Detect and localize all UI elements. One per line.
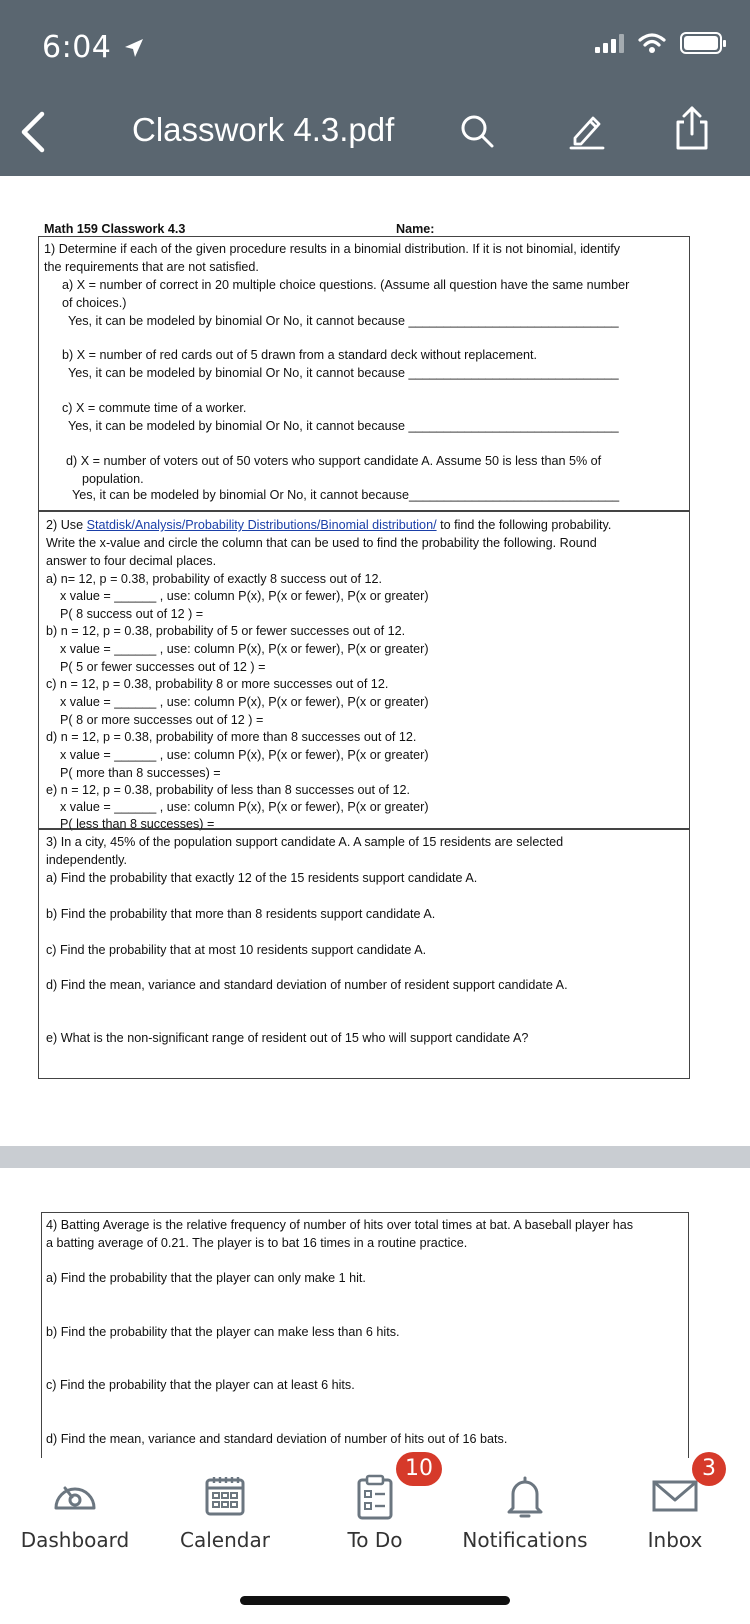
q2e-line: e) n = 12, p = 0.38, probability of less than 8 successes out of 12. bbox=[46, 783, 411, 797]
q2c-line: c) n = 12, p = 0.38, probability 8 or more successes out of 12. bbox=[46, 677, 389, 691]
dashboard-gauge-icon bbox=[50, 1474, 100, 1514]
q1c-answer: Yes, it can be modeled by binomial Or No, it cannot because ______________________________ bbox=[68, 419, 619, 433]
q3-line: independently. bbox=[46, 853, 127, 867]
location-arrow-icon bbox=[123, 37, 145, 59]
bell-icon bbox=[503, 1474, 547, 1520]
tab-dashboard-label: Dashboard bbox=[20, 1528, 130, 1552]
q4c-line: c) Find the probability that the player can at least 6 hits. bbox=[46, 1378, 355, 1392]
q4-line: a batting average of 0.21. The player is to bat 16 times in a routine practice. bbox=[46, 1236, 468, 1250]
q3e-line: e) What is the non-significant range of resident out of 15 who will support candidate A? bbox=[46, 1031, 529, 1045]
q2a-line: a) n= 12, p = 0.38, probability of exactly 8 success out of 12. bbox=[46, 572, 383, 586]
statdisk-link[interactable]: Statdisk/Analysis/Probability Distributions/Binomial distribution/ bbox=[86, 518, 437, 532]
calendar-icon bbox=[203, 1474, 247, 1518]
tab-todo-label: To Do bbox=[347, 1528, 403, 1552]
q2-intro bbox=[46, 516, 611, 534]
q1a-line: a) X = number of correct in 20 multiple choice questions. (Assume all question have the same number bbox=[62, 278, 630, 292]
status-time bbox=[42, 30, 145, 65]
q3b-line: b) Find the probability that more than 8 residents support candidate A. bbox=[46, 907, 436, 921]
tab-calendar-label: Calendar bbox=[180, 1528, 270, 1552]
q2-line: answer to four decimal places. bbox=[46, 554, 217, 568]
q2-intro-suffix: to find the following probability. bbox=[436, 518, 612, 532]
q2-line: Write the x-value and circle the column that can be used to find the probability the following. Round bbox=[46, 536, 597, 550]
q3d-line: d) Find the mean, variance and standard deviation of number of resident support candidate A. bbox=[46, 978, 568, 992]
q4b-line: b) Find the probability that the player can make less than 6 hits. bbox=[46, 1325, 400, 1339]
q3-line: 3) In a city, 45% of the population support candidate A. A sample of 15 residents are selected bbox=[46, 835, 564, 849]
q1a-line: of choices.) bbox=[62, 296, 127, 310]
inbox-mail-icon bbox=[650, 1474, 700, 1514]
q3a-line: a) Find the probability that exactly 12 of the 15 residents support candidate A. bbox=[46, 871, 478, 885]
q2d-line: d) n = 12, p = 0.38, probability of more than 8 successes out of 12. bbox=[46, 730, 417, 744]
q1-line: the requirements that are not satisfied. bbox=[44, 260, 259, 274]
share-icon[interactable] bbox=[672, 104, 712, 152]
back-chevron-icon[interactable] bbox=[16, 110, 50, 154]
q2c-xvalue: x value = ______ , use: column P(x), P(x or fewer), P(x or greater) bbox=[60, 695, 429, 709]
document-title: Classwork 4.3.pdf bbox=[132, 111, 395, 148]
q1a-answer: Yes, it can be modeled by binomial Or No, it cannot because ______________________________ bbox=[68, 314, 619, 328]
q4a-line: a) Find the probability that the player can only make 1 hit. bbox=[46, 1271, 366, 1285]
signal-icon bbox=[595, 33, 624, 53]
inbox-badge: 3 bbox=[692, 1452, 726, 1486]
q1b-answer: Yes, it can be modeled by binomial Or No, it cannot because ______________________________ bbox=[68, 366, 619, 380]
q4-line: 4) Batting Average is the relative frequency of number of hits over total times at bat. A baseball player has bbox=[46, 1218, 634, 1232]
pdf-page-1[interactable] bbox=[0, 176, 750, 1146]
q1d-line: d) X = number of voters out of 50 voters who support candidate A. Assume 50 is less than 5% of bbox=[66, 454, 602, 468]
q3c-line: c) Find the probability that at most 10 residents support candidate A. bbox=[46, 943, 427, 957]
todo-clipboard-icon bbox=[353, 1474, 397, 1520]
wifi-icon bbox=[638, 32, 666, 54]
q2e-xvalue: x value = ______ , use: column P(x), P(x or fewer), P(x or greater) bbox=[60, 800, 429, 814]
todo-badge: 10 bbox=[396, 1452, 442, 1486]
status-icons bbox=[595, 32, 722, 54]
status-time-text: 6:04 bbox=[42, 30, 112, 65]
q2c-prob: P( 8 or more successes out of 12 ) = bbox=[60, 713, 264, 727]
pdf-page-2[interactable] bbox=[0, 1168, 750, 1458]
page-separator bbox=[0, 1146, 750, 1168]
q2b-line: b) n = 12, p = 0.38, probability of 5 or fewer successes out of 12. bbox=[46, 624, 406, 638]
name-label: Name: bbox=[396, 222, 435, 236]
battery-icon bbox=[680, 32, 722, 54]
tab-notifications-label: Notifications bbox=[462, 1528, 588, 1552]
worksheet-title: Math 159 Classwork 4.3 bbox=[44, 222, 186, 236]
home-indicator[interactable] bbox=[240, 1596, 510, 1605]
q2a-xvalue: x value = ______ , use: column P(x), P(x or fewer), P(x or greater) bbox=[60, 589, 429, 603]
q1d-line: population. bbox=[82, 472, 144, 486]
q2b-prob: P( 5 or fewer successes out of 12 ) = bbox=[60, 660, 266, 674]
q4d-line: d) Find the mean, variance and standard deviation of number of hits out of 16 bats. bbox=[46, 1432, 508, 1446]
search-icon[interactable] bbox=[460, 114, 496, 150]
q1b-line: b) X = number of red cards out of 5 drawn from a standard deck without replacement. bbox=[62, 348, 537, 362]
q2b-xvalue: x value = ______ , use: column P(x), P(x or fewer), P(x or greater) bbox=[60, 642, 429, 656]
q1-line: 1) Determine if each of the given procedure results in a binomial distribution. If it is not binomial, identify bbox=[44, 242, 621, 256]
q2e-prob: P( less than 8 successes) = bbox=[60, 817, 215, 831]
q1c-line: c) X = commute time of a worker. bbox=[62, 401, 247, 415]
tab-inbox-label: Inbox bbox=[647, 1528, 703, 1552]
q2d-xvalue: x value = ______ , use: column P(x), P(x or fewer), P(x or greater) bbox=[60, 748, 429, 762]
q2a-prob: P( 8 success out of 12 ) = bbox=[60, 607, 204, 621]
q1d-answer: Yes, it can be modeled by binomial Or No, it cannot because______________________________ bbox=[72, 488, 620, 502]
top-bar bbox=[0, 0, 750, 176]
q2d-prob: P( more than 8 successes) = bbox=[60, 766, 221, 780]
q2-intro-prefix: 2) Use bbox=[46, 518, 87, 532]
annotate-pen-icon[interactable] bbox=[567, 110, 607, 150]
